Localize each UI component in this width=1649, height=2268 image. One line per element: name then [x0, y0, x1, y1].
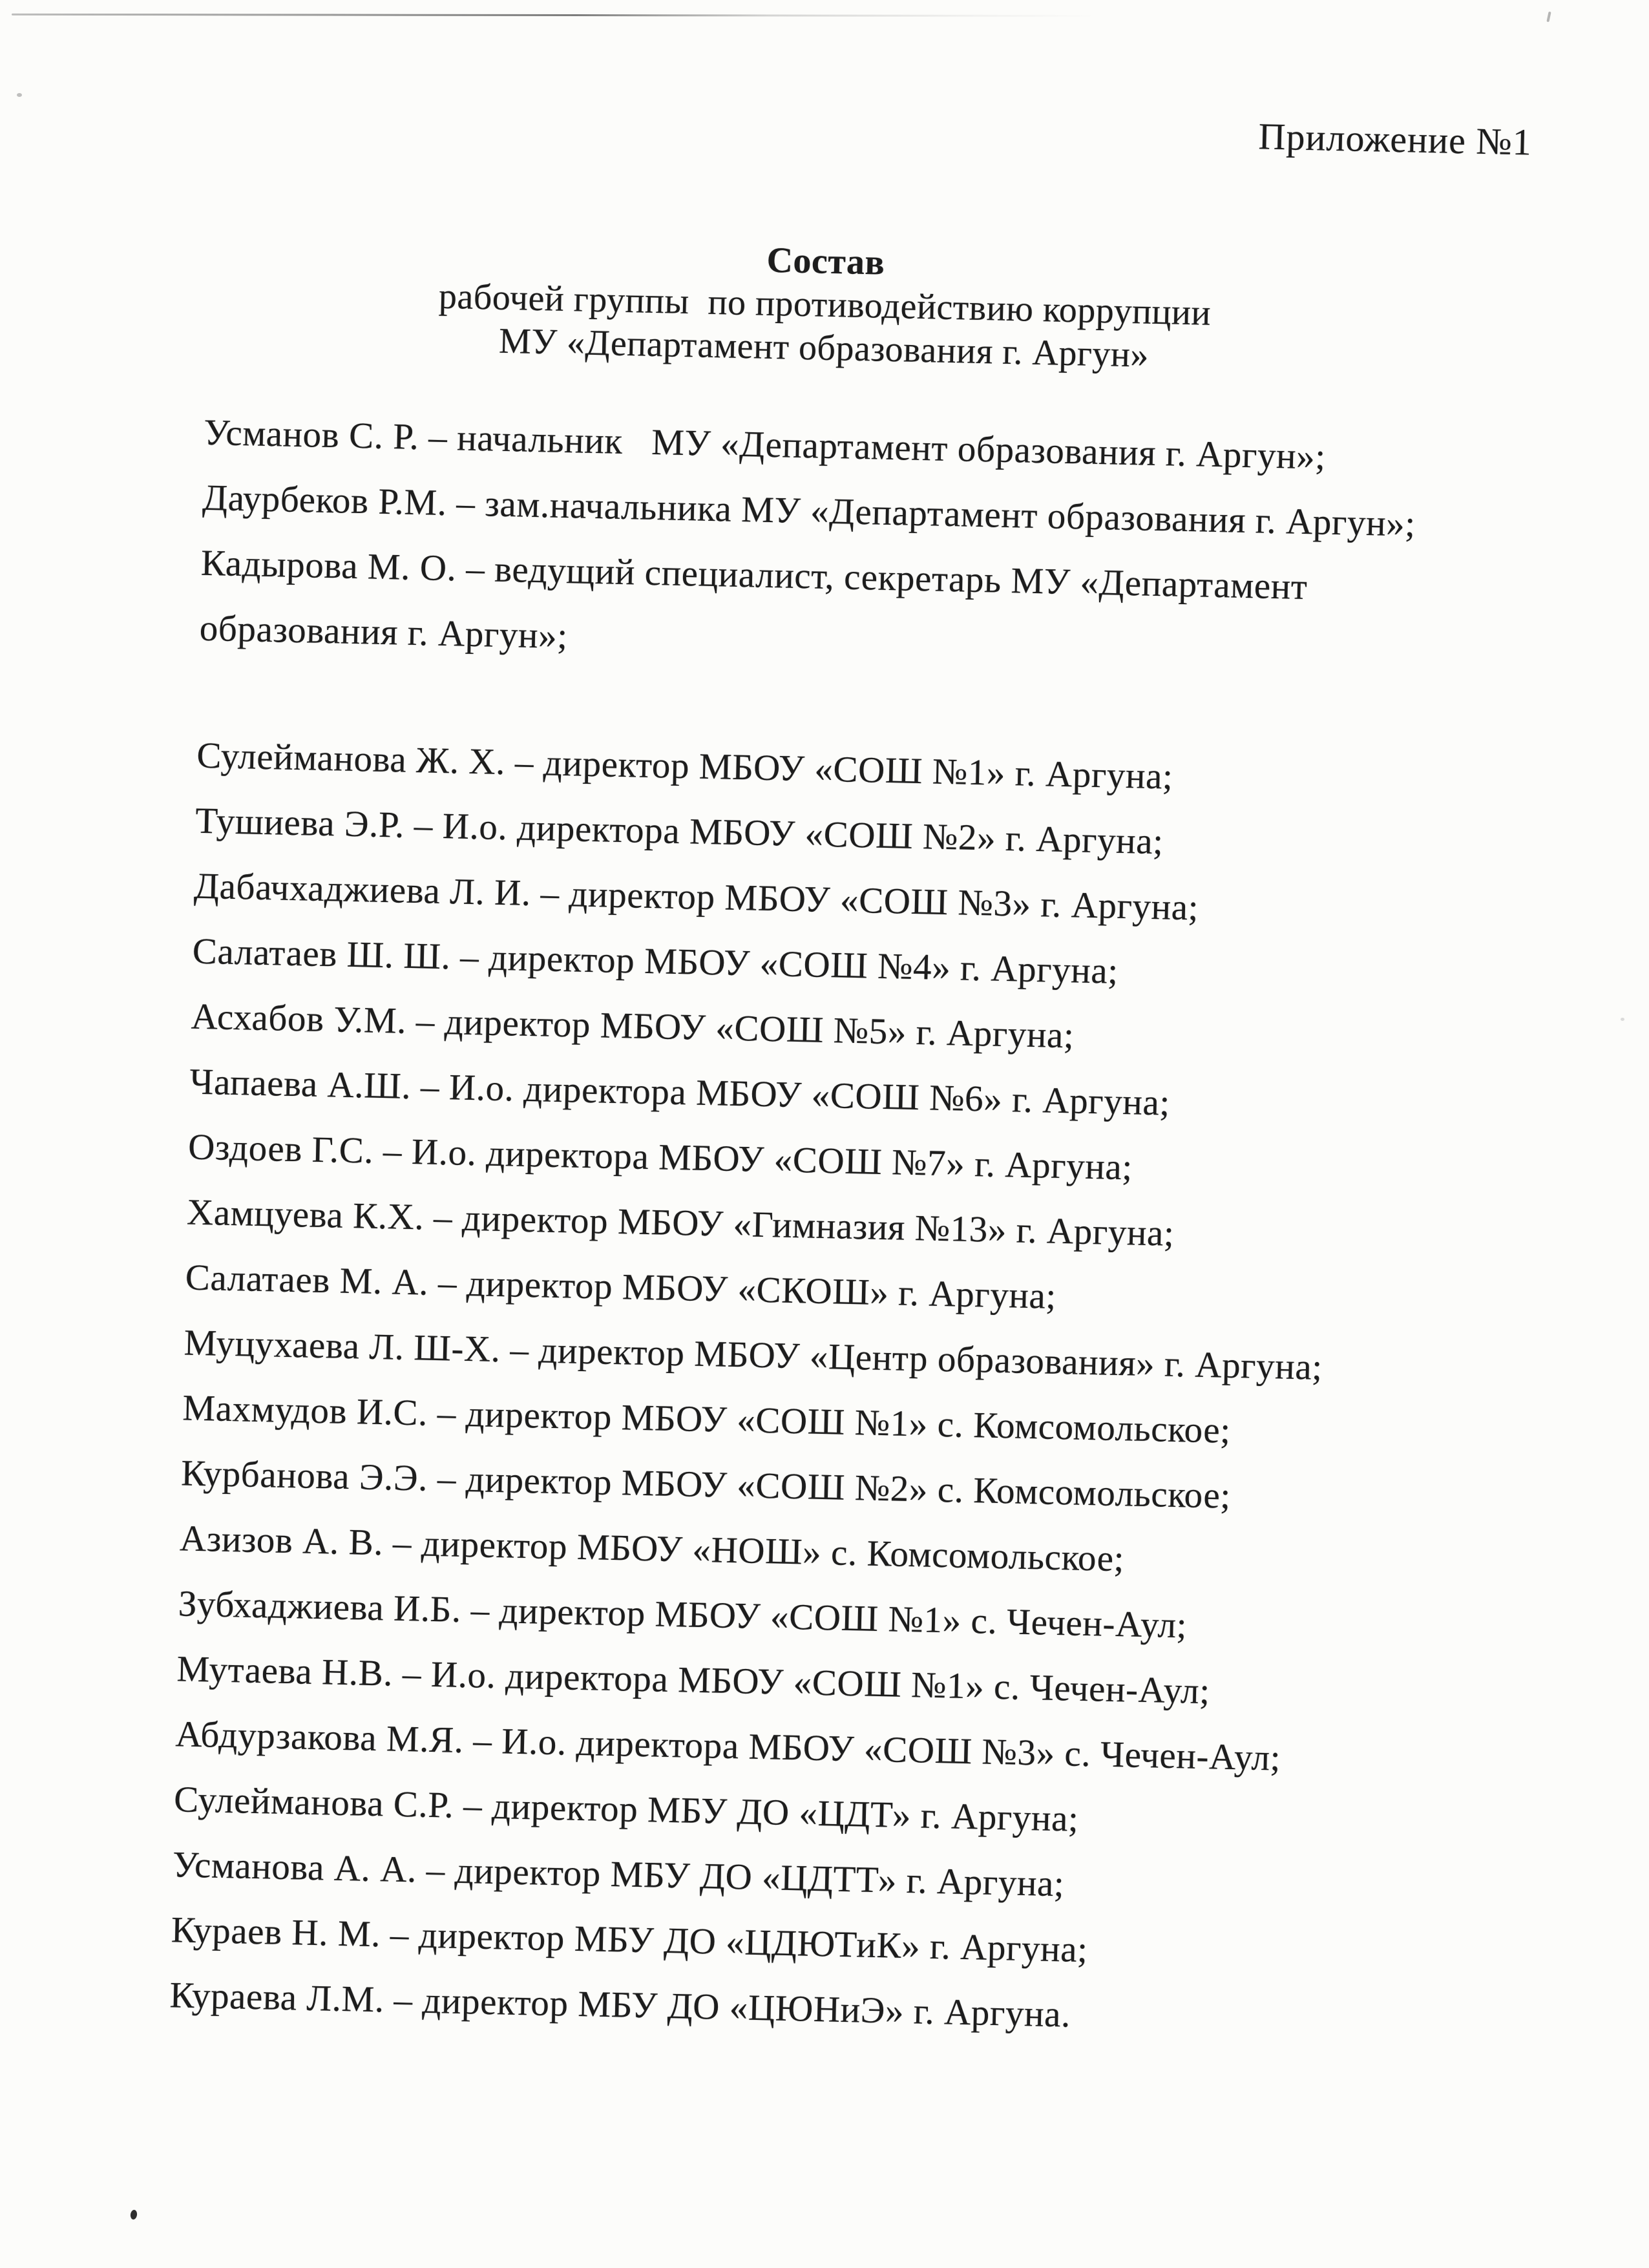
member-line: Тушиева Э.Р. – И.о. директора МБОУ «СОШ №2» г. Аргуна; — [194, 800, 1164, 863]
member-line: Зубхаджиева И.Б. – директор МБОУ «СОШ №1» с. Чечен-Аул; — [178, 1583, 1188, 1646]
leadership-line: Даурбеков Р.М. – зам.начальника МУ «Департамент образования г. Аргун»; — [202, 477, 1416, 545]
member-line: Хамцуева К.Х. – директор МБОУ «Гимназия №13» г. Аргуна; — [186, 1192, 1175, 1254]
member-line: Салатаев Ш. Ш. – директор МБОУ «СОШ №4» г. Аргуна; — [192, 930, 1119, 992]
document-body — [169, 400, 1639, 2059]
member-line: Махмудов И.С. – директор МБОУ «СОШ №1» с. Комсомольское; — [182, 1387, 1232, 1451]
member-line: Сулейманова С.Р. – директор МБУ ДО «ЦДТ» г. Аргуна; — [173, 1779, 1080, 1840]
member-line: Муцухаева Л. Ш-Х. – директор МБОУ «Центр образования» г. Аргуна; — [184, 1322, 1323, 1388]
scan-speck-artifact — [17, 93, 22, 97]
title-line-3: МУ «Департамент образования г. Аргун» — [498, 320, 1150, 375]
document-title — [0, 222, 1649, 388]
appendix-label: Приложение №1 — [1257, 115, 1533, 163]
title-line-2: рабочей группы по противодействию коррупции — [438, 276, 1212, 333]
member-line: Сулейманова Ж. Х. – директор МБОУ «СОШ №1» г. Аргуна; — [196, 735, 1174, 797]
member-line: Курбанова Э.Э. – директор МБОУ «СОШ №2» с. Комсомольское; — [180, 1453, 1232, 1517]
leadership-line: Усманов С. Р. – начальник МУ «Департамент образования г. Аргун»; — [203, 412, 1327, 478]
member-line: Мутаева Н.В. – И.о. директора МБОУ «СОШ №1» с. Чечен-Аул; — [176, 1648, 1211, 1712]
member-line: Асхабов У.М. – директор МБОУ «СОШ №5» г. Аргуна; — [191, 996, 1075, 1056]
member-line: Оздоев Г.С. – И.о. директора МБОУ «СОШ №7» г. Аргуна; — [187, 1126, 1133, 1188]
member-line: Салатаев М. А. – директор МБОУ «СКОШ» г. Аргуна; — [185, 1257, 1057, 1317]
leadership-line: образования г. Аргун»; — [199, 607, 569, 657]
member-line: Дабачхаджиева Л. И. – директор МБОУ «СОШ №3» г. Аргуна; — [193, 865, 1199, 929]
member-line: Азизов А. В. – директор МБОУ «НОШ» с. Комсомольское; — [179, 1518, 1125, 1580]
member-line: Абдурзакова М.Я. – И.о. директора МБОУ «СОШ №3» с. Чечен-Аул; — [174, 1714, 1281, 1779]
leadership-line: Кадырова М. О. – ведущий специалист, секретарь МУ «Департамент — [200, 542, 1308, 608]
member-line: Усманова А. А. – директор МБУ ДО «ЦДТТ» г. Аргуна; — [172, 1844, 1066, 1905]
member-line: Чапаева А.Ш. – И.о. директора МБОУ «СОШ №6» г. Аргуна; — [189, 1061, 1171, 1124]
member-line: Кураева Л.М. – директор МБУ ДО «ЦЮНиЭ» г. Аргуна. — [169, 1975, 1071, 2035]
member-line: Кураев Н. М. – директор МБУ ДО «ЦДЮТиК» г. Аргуна; — [171, 1909, 1089, 1971]
title-line-1: Состав — [766, 240, 885, 283]
